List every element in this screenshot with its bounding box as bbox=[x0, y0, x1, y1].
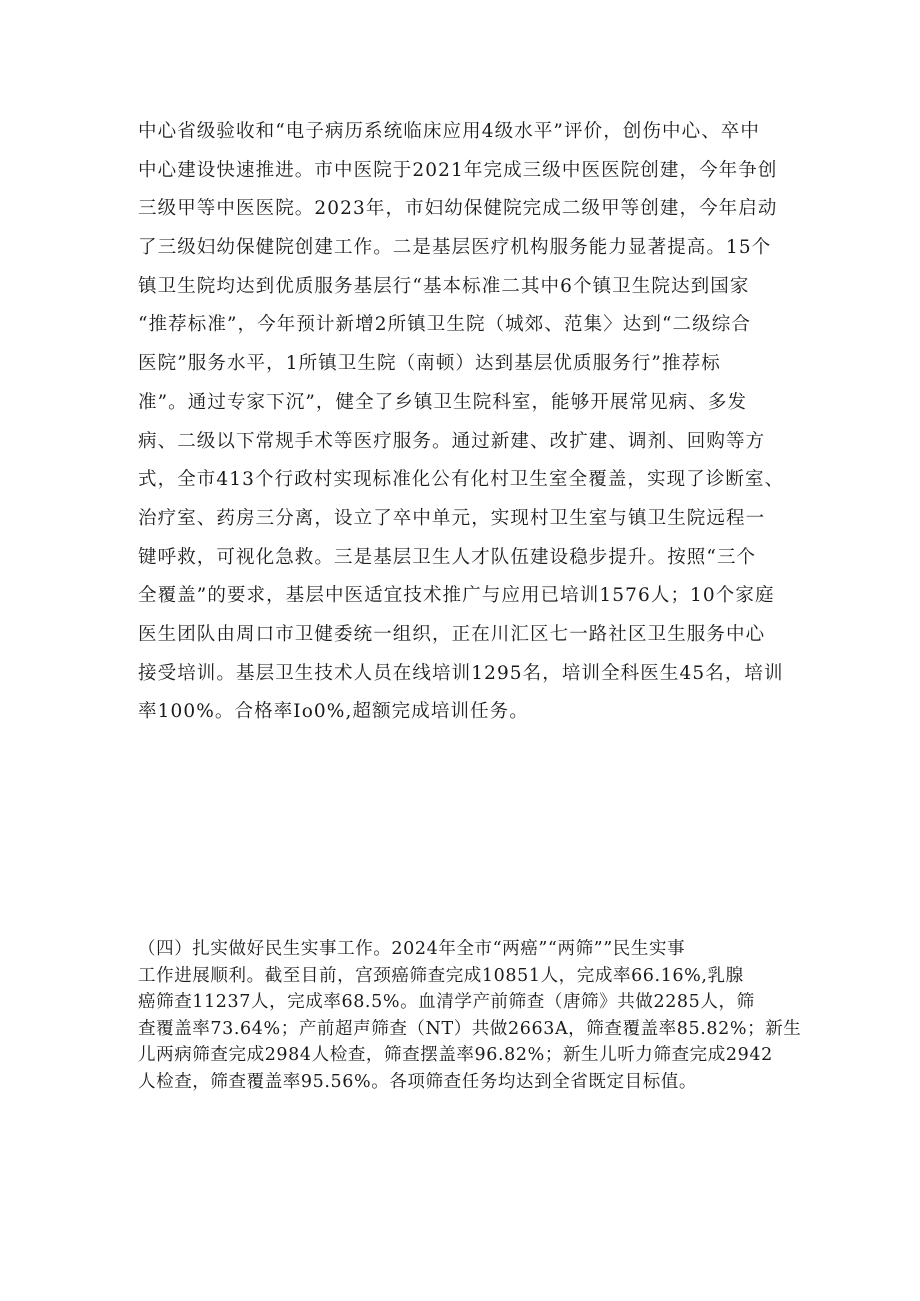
text-line: 全覆盖”的要求，基层中医适宜技术推广与应用已培训1576人；10个家庭 bbox=[138, 585, 775, 607]
body-paragraph-2 bbox=[138, 936, 802, 1095]
body-paragraph-1 bbox=[138, 113, 788, 732]
text-line: 中心省级验收和“电子病历系统临床应用4级水平”评价，创伤中心、卒中 bbox=[138, 121, 760, 142]
text-line: 人检查，筛查覆盖率95.56%。各项筛查任务均达到全省既定目标值。 bbox=[138, 1071, 698, 1092]
text-line: 癌筛查11237人，完成率68.5%。血清学产前筛查（唐筛》共做2285人，筛 bbox=[138, 992, 755, 1012]
text-line: （四）扎实做好民生实事工作。2024年全市“两癌”“两筛””民生实事 bbox=[138, 939, 686, 959]
text-line: 工作进展顺利。截至目前，宫颈癌筛查完成10851人，完成率66.16%,乳腺 bbox=[138, 965, 744, 986]
text-line: 接受培训。基层卫生技术人员在线培训1295名，培训全科医生45名，培训 bbox=[138, 662, 784, 684]
text-line: 准”。通过专家下沉”，健全了乡镇卫生院科室，能够开展常见病、多发 bbox=[138, 391, 748, 413]
text-line: 儿两病筛查完成2984人检查，筛查摆盖率96.82%；新生儿听力筛查完成2942 bbox=[138, 1045, 773, 1065]
text-line: 式，全市413个行政村实现标准化公有化村卫生室全覆盖，实现了诊断室、 bbox=[138, 469, 785, 491]
text-line: 医院”服务水平，1所镇卫生院（南顿）达到基层优质服务行”推荐标 bbox=[138, 353, 721, 375]
text-line: 治疗室、药房三分离，设立了卒中单元，实现村卫生室与镇卫生院远程一 bbox=[138, 507, 766, 529]
text-line: 病、二级以下常规手术等医疗服务。通过新建、改扩建、调剂、回购等方 bbox=[138, 430, 766, 452]
text-line: 三级甲等中医医院。2023年，市妇幼保健院完成二级甲等创建，今年启动 bbox=[138, 198, 778, 220]
text-line: 键呼救，可视化急救。三是基层卫生人才队伍建设稳步提升。按照“三个 bbox=[138, 546, 757, 568]
text-line: 医生团队由周口市卫健委统一组织，正在川汇区七一路社区卫生服务中心 bbox=[138, 623, 766, 645]
text-line: 率100%。合格率Io0%,超额完成培训任务。 bbox=[138, 701, 529, 723]
text-line: 中心建设快速推进。市中医院于2021年完成三级中医医院创建，今年争创 bbox=[138, 159, 778, 181]
text-line: 镇卫生院均达到优质服务基层行“基本标准二其中6个镇卫生院达到国家 bbox=[138, 275, 750, 297]
text-line: 了三级妇幼保健院创建工作。二是基层医疗机构服务能力显著提高。15个 bbox=[138, 237, 772, 259]
text-line: 查覆盖率73.64%；产前超声筛查（NT）共做2663A，筛查覆盖率85.82%；新生 bbox=[138, 1018, 802, 1039]
text-line: “推荐标准”，今年预计新增2所镇卫生院（城郊、范集〉达到“二级综合 bbox=[138, 314, 751, 336]
